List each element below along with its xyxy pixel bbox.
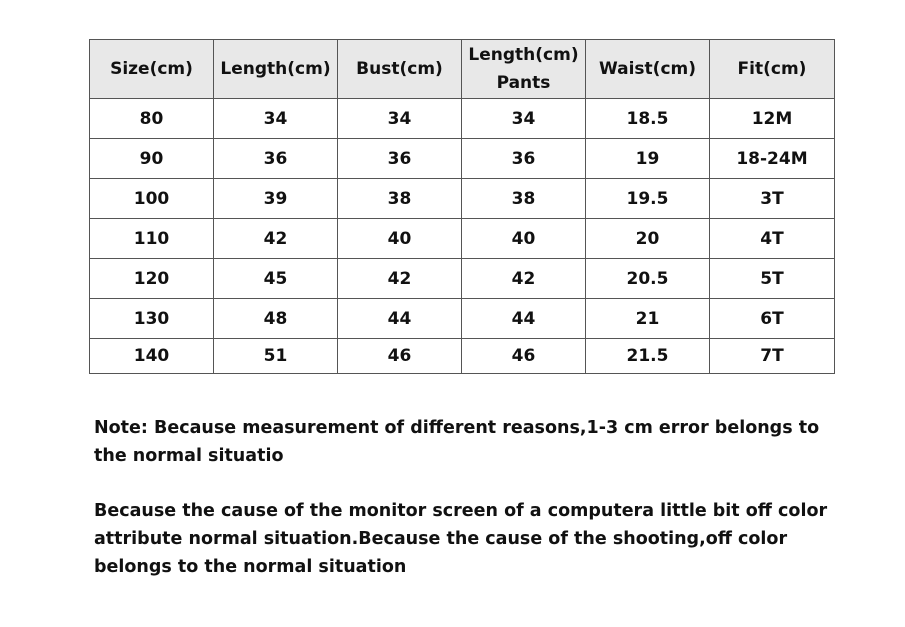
cell-fit: 18-24M [710, 139, 835, 179]
cell-waist: 19.5 [586, 179, 710, 219]
table-row [90, 259, 835, 299]
cell-waist: 18.5 [586, 99, 710, 139]
cell-fit: 7T [710, 339, 835, 374]
cell-size: 100 [90, 179, 214, 219]
cell-size: 80 [90, 99, 214, 139]
cell-pants-length: 40 [462, 219, 586, 259]
header-size: Size(cm) [90, 40, 214, 99]
cell-length: 45 [214, 259, 338, 299]
cell-bust: 38 [338, 179, 462, 219]
color-difference-note: Because the cause of the monitor screen of a computera little bit off color attribute normal situation.Because the cause of the shooting,off color belongs to the normal situation [94, 501, 828, 577]
size-chart-table [89, 39, 835, 374]
cell-pants-length: 34 [462, 99, 586, 139]
table-row [90, 99, 835, 139]
cell-pants-length: 46 [462, 339, 586, 374]
table-row [90, 179, 835, 219]
cell-fit: 4T [710, 219, 835, 259]
cell-pants-length: 36 [462, 139, 586, 179]
cell-waist: 19 [586, 139, 710, 179]
header-waist: Waist(cm) [586, 40, 710, 99]
cell-length: 39 [214, 179, 338, 219]
cell-size: 120 [90, 259, 214, 299]
cell-bust: 46 [338, 339, 462, 374]
header-fit: Fit(cm) [710, 40, 835, 99]
header-bust: Bust(cm) [338, 40, 462, 99]
cell-bust: 42 [338, 259, 462, 299]
table-row [90, 139, 835, 179]
cell-pants-length: 42 [462, 259, 586, 299]
cell-bust: 44 [338, 299, 462, 339]
cell-size: 140 [90, 339, 214, 374]
table-row [90, 219, 835, 259]
cell-pants-length: 44 [462, 299, 586, 339]
cell-size: 90 [90, 139, 214, 179]
table-row [90, 299, 835, 339]
cell-length: 34 [214, 99, 338, 139]
table-row [90, 339, 835, 374]
header-length: Length(cm) [214, 40, 338, 99]
cell-bust: 34 [338, 99, 462, 139]
cell-length: 51 [214, 339, 338, 374]
cell-pants-length: 38 [462, 179, 586, 219]
cell-bust: 40 [338, 219, 462, 259]
cell-fit: 3T [710, 179, 835, 219]
cell-waist: 20.5 [586, 259, 710, 299]
cell-waist: 21 [586, 299, 710, 339]
table-header-row [90, 40, 835, 99]
cell-length: 42 [214, 219, 338, 259]
measurement-error-note: Note: Because measurement of different reasons,1-3 cm error belongs to the normal situatio [94, 418, 820, 466]
cell-waist: 20 [586, 219, 710, 259]
cell-size: 110 [90, 219, 214, 259]
cell-fit: 5T [710, 259, 835, 299]
cell-length: 48 [214, 299, 338, 339]
header-pants-length: Length(cm) Pants [462, 40, 586, 99]
cell-fit: 12M [710, 99, 835, 139]
cell-size: 130 [90, 299, 214, 339]
cell-fit: 6T [710, 299, 835, 339]
cell-waist: 21.5 [586, 339, 710, 374]
cell-bust: 36 [338, 139, 462, 179]
cell-length: 36 [214, 139, 338, 179]
